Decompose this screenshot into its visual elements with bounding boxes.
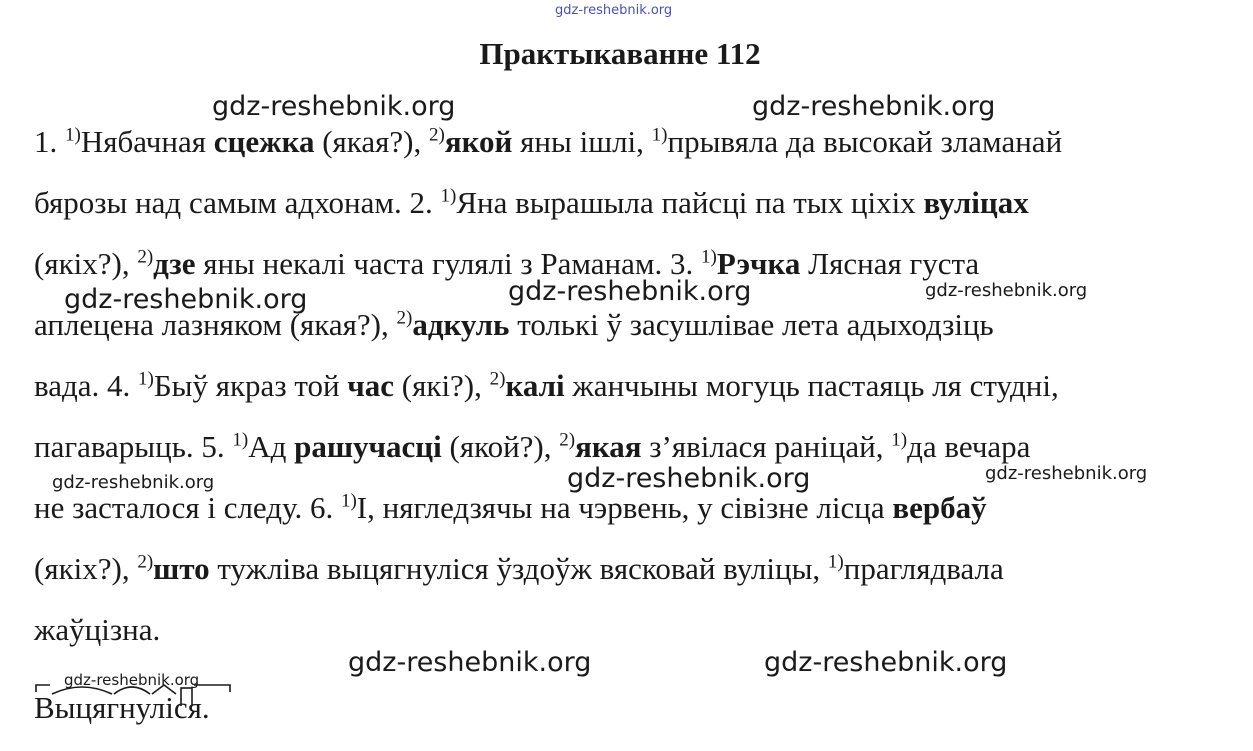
text-run: тужліва выцягнуліся ўздоўж вясковай вуліцы,: [209, 551, 828, 586]
text-run: бярозы над самым адхонам. 2.: [34, 185, 441, 220]
watermark: gdz-reshebnik.org: [567, 463, 811, 494]
watermark: gdz-reshebnik.org: [348, 647, 592, 678]
text-run: аплецена лазняком (якая?),: [34, 307, 397, 342]
bold-word: якая: [575, 429, 642, 464]
analysis-word: Выцягнуліся.: [34, 690, 210, 725]
text-run: жаўцізна.: [34, 612, 161, 647]
text-run: Яна вырашыла пайсці па тых ціхіх: [456, 185, 924, 220]
text-run: І, нягледзячы на чэрвень, у сівізне лісца: [356, 490, 893, 525]
watermark: gdz-reshebnik.org: [52, 472, 215, 493]
watermark: gdz-reshebnik.org: [985, 463, 1148, 484]
clause-marker: 1): [340, 490, 357, 512]
text-run: жанчыны могуць пастаяць ля студні,: [564, 368, 1059, 403]
bold-word: сцежка: [213, 124, 315, 159]
text-run: Лясная густа: [800, 246, 980, 281]
bold-word: якой: [444, 124, 513, 159]
text-line: [34, 185, 1029, 221]
text-line: [34, 246, 979, 282]
text-line: [34, 429, 1030, 465]
text-line: [34, 612, 160, 648]
text-run: яны ішлі,: [512, 124, 652, 159]
text-run: яны некалі часта гулялі з Раманам. 3.: [195, 246, 702, 281]
clause-marker: 2): [559, 429, 576, 451]
text-run: пагаварыць. 5.: [34, 429, 233, 464]
clause-marker: 2): [137, 246, 154, 268]
bold-word: час: [347, 368, 395, 403]
morpheme-marks-icon: [34, 682, 244, 706]
clause-marker: 1): [440, 185, 457, 207]
text-run: (якіх?),: [34, 551, 138, 586]
bold-word: адкуль: [412, 307, 510, 342]
text-line: [34, 124, 1062, 160]
clause-marker: 2): [489, 368, 506, 390]
bold-word: калі: [505, 368, 565, 403]
text-run: Ад: [248, 429, 295, 464]
text-run: праглядвала: [843, 551, 1004, 586]
bold-word: Рэчка: [716, 246, 801, 281]
word-analysis: [34, 690, 210, 726]
text-run: толькі ў засушлівае лета адыходзіць: [509, 307, 994, 342]
page-title: Практыкаванне 112: [479, 36, 761, 71]
text-run: да вечара: [907, 429, 1031, 464]
text-run: (якая?),: [314, 124, 429, 159]
text-run: (якіх?),: [34, 246, 138, 281]
watermark: gdz-reshebnik.org: [752, 91, 996, 122]
clause-marker: 2): [429, 124, 445, 146]
clause-marker: 1): [651, 124, 668, 146]
text-line: [34, 368, 1059, 404]
text-line: [34, 551, 1004, 587]
clause-marker: 2): [396, 307, 413, 329]
text-run: не засталося і следу. 6.: [34, 490, 341, 525]
text-line: [34, 490, 987, 526]
text-line: [34, 307, 994, 343]
bold-word: дзе: [153, 246, 196, 281]
text-run: вада. 4.: [34, 368, 139, 403]
watermark: gdz-reshebnik.org: [212, 91, 456, 122]
clause-marker: 1): [232, 429, 249, 451]
watermark-top: gdz-reshebnik.org: [555, 3, 673, 18]
clause-marker: 1): [65, 124, 81, 146]
text-run: 1.: [34, 124, 65, 159]
bold-word: вуліцах: [923, 185, 1029, 220]
clause-marker: 1): [827, 551, 844, 573]
clause-marker: 1): [891, 429, 908, 451]
clause-marker: 2): [137, 551, 154, 573]
bold-word: вербаў: [892, 490, 987, 525]
watermark-small: gdz-reshebnik.org: [64, 671, 200, 689]
clause-marker: 1): [701, 246, 717, 268]
text-run: прывяла да высокай зламанай: [667, 124, 1063, 159]
text-run: (які?),: [394, 368, 490, 403]
bold-word: рашучасці: [294, 429, 442, 464]
watermark: gdz-reshebnik.org: [64, 284, 308, 315]
clause-marker: 1): [138, 368, 154, 390]
watermark: gdz-reshebnik.org: [764, 647, 1008, 678]
bold-word: што: [153, 551, 210, 586]
text-run: Нябачная: [80, 124, 214, 159]
watermark: gdz-reshebnik.org: [925, 280, 1088, 301]
text-run: Быў якраз той: [153, 368, 348, 403]
text-run: з’явілася раніцай,: [641, 429, 892, 464]
watermark: gdz-reshebnik.org: [508, 276, 752, 307]
text-run: (якой?),: [441, 429, 560, 464]
